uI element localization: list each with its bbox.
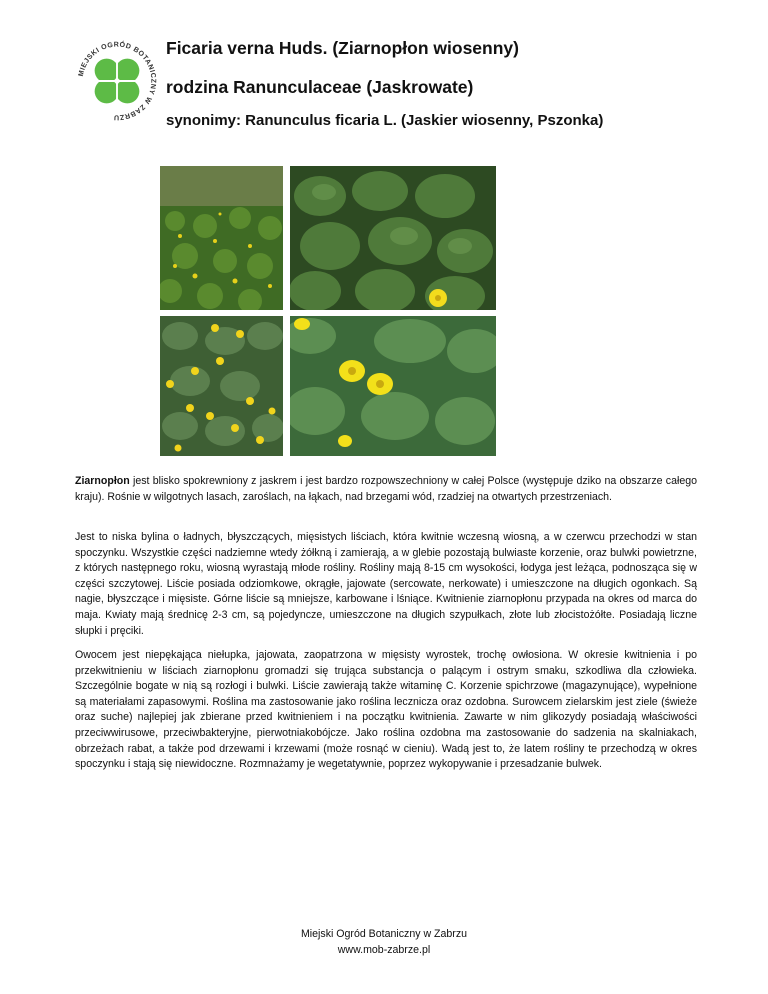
paragraph-description: Jest to niska bylina o ładnych, błyszczących, mięsistych liściach, która kwitnie wczesną wiosną, a w czerwcu przechodzi w stan spoczynku. Wszystkie części nadziemne wtedy żółkną i zamierają, a w glebie pozostają bulwiaste korzenie, oraz bulwki powietrzne, z których następnego roku, wiosną wyrastają młode rośliny. Rośliny mają 8-15 cm wysokości, łodyga jest leżąca, podnosząca się w części szczytowej. Liście posiada odziomkowe, okrągłe, jajowate (sercowate, nerkowate) i umieszczone na długich ogonkach. Są nagie, błyszczące i mięsiste. Górne liście są mniejsze, karbowane i lśniące. Kwitnienie ziarnopłonu przypada na okres od marca do maja. Kwiaty mają średnicę 2-3 cm, są pojedyncze, umieszczone na długich szypułkach, złote lub złocistożółte. Posiadają liczne słupki i pręciki. [75, 531, 697, 637]
logo-ring-text: MIEJSKI OGRÓD BOTANICZNY W ZABRZU [77, 41, 157, 121]
paragraph-intro-text: jest blisko spokrewniony z jaskrem i jest bardzo rozpowszechniony w całej Polsce (występuje dziko na obszarze całego kraju). Rośnie w wilgotnych lasach, zaroślach, na łąkach, nad brzegami wód, rzadziej na otwartych przestrzeniach. [75, 475, 697, 503]
footer-website: www.mob-zabrze.pl [337, 944, 431, 956]
photo-carpet-of-plants [160, 166, 283, 310]
page-title: Ficaria verna Huds. (Ziarnopłon wiosenny) [166, 38, 519, 58]
plant-family: rodzina Ranunculaceae (Jaskrowate) [166, 77, 474, 97]
paragraph-intro [75, 474, 697, 505]
garden-logo [74, 38, 160, 124]
photo-flowers-among-leaves [160, 316, 283, 456]
footer-organization: Miejski Ogród Botaniczny w Zabrzu [300, 928, 468, 940]
photo-leaves-close-up [290, 166, 496, 310]
photo-flower-close-up [290, 316, 496, 456]
paragraph-uses: Owocem jest niepękająca niełupka, jajowata, zaopatrzona w mięsisty wyrostek, trochę owłosiona. W okresie kwitnienia i po przekwitnieniu w liściach ziarnopłonu gromadzi się trująca substancja o palącym i ostrym smaku, szkodliwa dla człowieka. Szczególnie bogate w nią są rozłogi i bulwki. Liście zawierają także witaminę C. Korzenie spichrzowe (magazynujące), wypełnione są materiałami zapasowymi. Roślina ma zastosowanie jako roślina lecznicza oraz ozdobna. Surowcem zielarskim jest ziele (świeże oraz suche) najlepiej jak zbierane przed kwitnieniem i na początku kwitnienia. Zawarte w nim glikozydy posiadają właściwości przeciwwirusowe, przeciwbakteryjne, pierwotniakobójcze. Jako roślina ozdobna ma zastosowanie do sadzenia na skalniakach, obrzeżach rabat, a także pod drzewami i krzewami (może rosnąć w cieniu). Wadą jest to, że latem rośliny te przechodzą w okres spoczynku i stają się niewidoczne. Rozmnażamy je wegetatywnie, poprzez wykopywanie i przesadzanie bulwek. [75, 649, 697, 771]
plant-name-bold: Ziarnopłon [75, 475, 130, 487]
four-leaf-clover-icon [74, 38, 160, 124]
plant-synonyms: synonimy: Ranunculus ficaria L. (Jaskier wiosenny, Pszonka) [166, 112, 604, 129]
